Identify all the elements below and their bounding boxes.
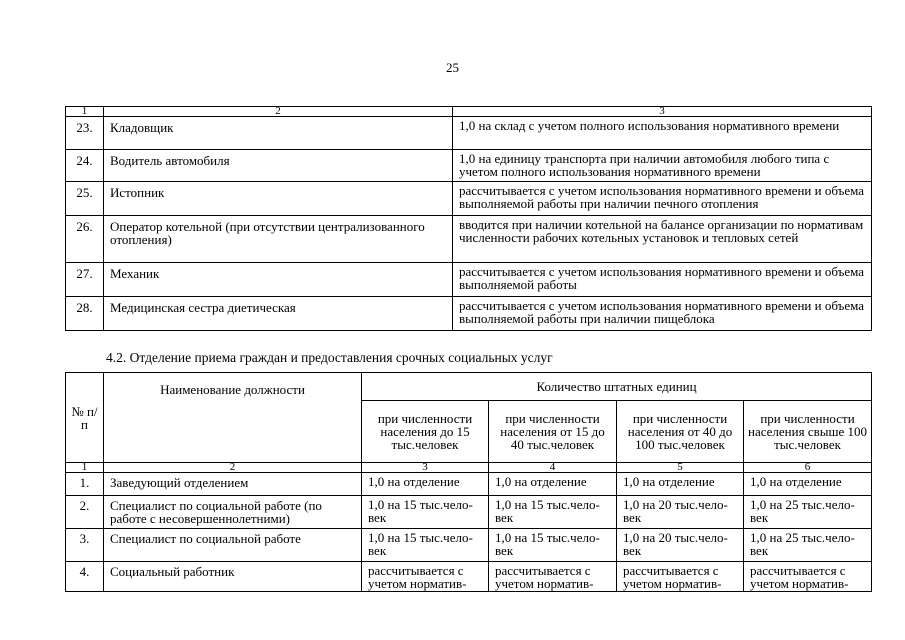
table-header-row	[66, 107, 872, 117]
staff-norm: 1,0 на отделение	[617, 473, 744, 496]
table-row	[66, 496, 872, 529]
position-name: Специалист по социальной работе (по работе с несовершеннолетними)	[104, 496, 362, 529]
column-numbers-row	[66, 463, 872, 473]
position-name: Механик	[104, 263, 453, 297]
page-number: 25	[446, 60, 459, 75]
staff-norm: рассчитывается с учетом использования нормативного времени и объема выполняемой работы	[453, 263, 872, 297]
subheader-up-to-15k: при численности населения до 15 тыс.человек	[362, 401, 489, 463]
staff-norm: рассчитывается с учетом норматив-	[362, 562, 489, 592]
position-name: Социальный работник	[104, 562, 362, 592]
column-number-3: 3	[362, 463, 489, 473]
section-title: 4.2. Отделение приема граждан и предоставления срочных социальных услуг	[106, 350, 553, 365]
position-name: Заведующий отделением	[104, 473, 362, 496]
column-header-number: № п/п	[66, 373, 104, 463]
column-number-6: 6	[744, 463, 872, 473]
staff-norm: 1,0 на 20 тыс.чело-век	[617, 529, 744, 562]
table-row	[66, 182, 872, 216]
staff-table-continued	[65, 106, 872, 331]
row-number: 4.	[66, 562, 104, 592]
column-number-4: 4	[489, 463, 617, 473]
staff-norm: рассчитывается с учетом использования нормативного времени и объема выполняемой работы при наличии печного отопления	[453, 182, 872, 216]
row-number: 25.	[66, 182, 104, 216]
column-number-1: 1	[66, 463, 104, 473]
staff-norm: 1,0 на 15 тыс.чело-век	[489, 496, 617, 529]
staff-norm: 1,0 на единицу транспорта при наличии автомобиля любого типа с учетом полного использования нормативного времени	[453, 150, 872, 182]
column-number-1: 1	[66, 107, 104, 117]
row-number: 1.	[66, 473, 104, 496]
row-number: 24.	[66, 150, 104, 182]
staff-norm: 1,0 на 20 тыс.чело-век	[617, 496, 744, 529]
position-name: Медицинская сестра диетическая	[104, 297, 453, 331]
table-row	[66, 562, 872, 592]
reception-department-staff-table	[65, 372, 872, 592]
staff-norm: рассчитывается с учетом норматив-	[489, 562, 617, 592]
staff-norm: рассчитывается с учетом использования нормативного времени и объема выполняемой работы при наличии пищеблока	[453, 297, 872, 331]
column-number-3: 3	[453, 107, 872, 117]
column-header-position: Наименование должности	[104, 373, 362, 463]
column-number-2: 2	[104, 463, 362, 473]
column-number-5: 5	[617, 463, 744, 473]
position-name: Оператор котельной (при отсутствии централизованного отопления)	[104, 216, 453, 263]
staff-norm: вводится при наличии котельной на балансе организации по нормативам численности рабочих котельных установок и тепловых сетей	[453, 216, 872, 263]
row-number: 26.	[66, 216, 104, 263]
staff-norm: 1,0 на 15 тыс.чело-век	[489, 529, 617, 562]
staff-norm: 1,0 на 15 тыс.чело-век	[362, 529, 489, 562]
table-header-row	[66, 373, 872, 401]
staff-norm: 1,0 на 25 тыс.чело-век	[744, 496, 872, 529]
table-row	[66, 529, 872, 562]
position-name: Кладовщик	[104, 117, 453, 150]
staff-norm: 1,0 на отделение	[489, 473, 617, 496]
position-name: Водитель автомобиля	[104, 150, 453, 182]
table-row	[66, 297, 872, 331]
table-row	[66, 263, 872, 297]
table-row	[66, 216, 872, 263]
staff-norm: 1,0 на отделение	[744, 473, 872, 496]
table-row	[66, 150, 872, 182]
staff-norm: 1,0 на отделение	[362, 473, 489, 496]
staff-norm: 1,0 на склад с учетом полного использования нормативного времени	[453, 117, 872, 150]
row-number: 27.	[66, 263, 104, 297]
row-number: 23.	[66, 117, 104, 150]
subheader-over-100k: при численности населения свыше 100 тыс.человек	[744, 401, 872, 463]
staff-norm: 1,0 на 25 тыс.чело-век	[744, 529, 872, 562]
subheader-40k-to-100k: при численности населения от 40 до 100 тыс.человек	[617, 401, 744, 463]
table-row	[66, 117, 872, 150]
column-number-2: 2	[104, 107, 453, 117]
row-number: 2.	[66, 496, 104, 529]
staff-norm: 1,0 на 15 тыс.чело-век	[362, 496, 489, 529]
subheader-15k-to-40k: при численности населения от 15 до 40 тыс.человек	[489, 401, 617, 463]
row-number: 28.	[66, 297, 104, 331]
staff-norm: рассчитывается с учетом норматив-	[744, 562, 872, 592]
staff-norm: рассчитывается с учетом норматив-	[617, 562, 744, 592]
row-number: 3.	[66, 529, 104, 562]
position-name: Специалист по социальной работе	[104, 529, 362, 562]
table-row	[66, 473, 872, 496]
position-name: Истопник	[104, 182, 453, 216]
group-header-staff-count: Количество штатных единиц	[362, 373, 872, 401]
